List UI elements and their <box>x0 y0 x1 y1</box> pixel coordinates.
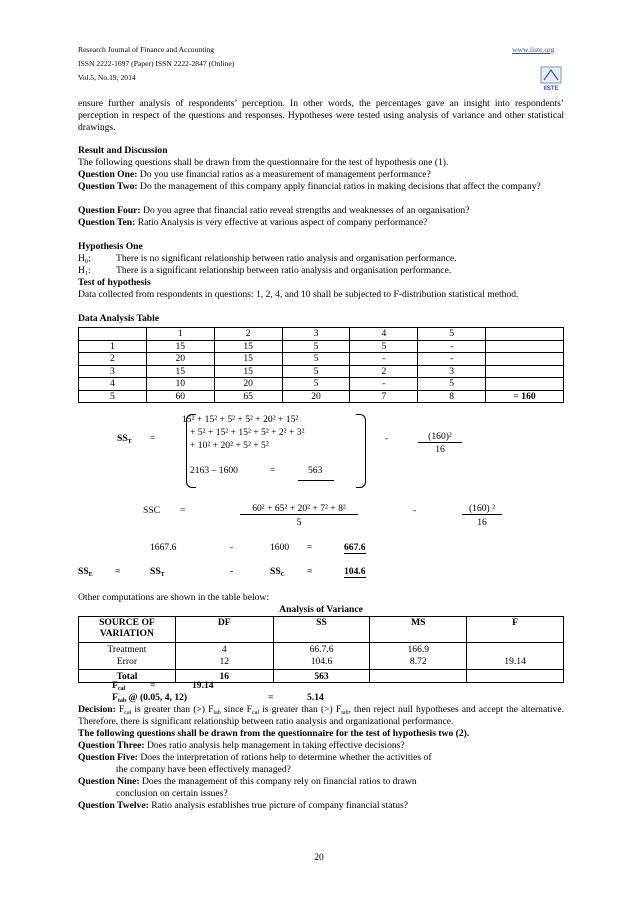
ssc-result-minus: - <box>230 542 234 553</box>
sst-left-brace <box>186 414 196 488</box>
anova-cell: 19.14 <box>504 656 526 667</box>
data-table-cell <box>486 328 564 341</box>
data-table-cell: 3 <box>79 365 147 378</box>
data-table-cell: - <box>350 353 418 366</box>
data-table-cell: 2 <box>79 353 147 366</box>
ssc-equals: = <box>180 505 186 516</box>
ssc-minus: - <box>413 505 417 516</box>
test-text: Data collected from respondents in questions: 1, 2, 4, and 10 shall be subjected to F-distribution statistical method. <box>78 289 519 300</box>
ssc-result-eq: = <box>307 542 313 553</box>
h0-line: $H_0$: There is no significant relationship between ratio analysis and organisation performance. <box>78 253 457 265</box>
data-table-cell: 1 <box>146 328 214 341</box>
question-three: Question Three: Does ratio analysis help management in taking effective decisions? <box>78 740 405 751</box>
data-table-cell: 5 <box>418 378 486 391</box>
question-nine-cont: conclusion on certain issues? <box>116 788 228 799</box>
question-two: Question Two: Do the management of this company apply financial ratios in making decisions that affect the company? <box>78 181 541 192</box>
anova-column-cell <box>273 643 370 670</box>
issn-line: ISSN 2222-1697 (Paper) ISSN 2222-2847 (Online) <box>78 59 235 68</box>
sst-denominator: 16 <box>435 444 445 455</box>
ftab-label: $F_{tab}$ @ (0.05, 4, 12) <box>112 692 188 704</box>
anova-cell: Treatment <box>107 644 147 655</box>
data-table-cell: 15 <box>214 340 282 353</box>
anova-cell: 12 <box>219 656 230 667</box>
data-table-cell: 15 <box>214 365 282 378</box>
section2-intro: The following questions shall be drawn from the questionnaire for the test of hypothesis two (2). <box>78 728 470 739</box>
anova-cell: 66.7.6 <box>309 644 334 655</box>
data-table-cell: 4 <box>350 328 418 341</box>
other-computations: Other computations are shown in the table below: <box>78 592 270 603</box>
section-intro: The following questions shall be drawn from the questionnaire for the test of hypothesis one (1). <box>78 157 449 168</box>
anova-header-cell: F <box>467 617 564 643</box>
anova-cell: 8.72 <box>409 656 427 667</box>
data-table-cell: 8 <box>418 390 486 403</box>
data-table-cell: 3 <box>418 365 486 378</box>
sse-eq1: = <box>115 566 121 577</box>
data-table-cell: 3 <box>282 328 350 341</box>
data-table-cell: - <box>350 378 418 391</box>
question-nine: Question Nine: Does the management of this company rely on financial ratios to drawn <box>78 776 417 787</box>
sse-value: 104.6 <box>344 566 366 577</box>
data-table-row <box>79 353 564 366</box>
data-table-cell: 15 <box>214 353 282 366</box>
data-table-cell <box>486 365 564 378</box>
anova-column-cell <box>175 643 273 670</box>
anova-header-cell: SS <box>273 617 370 643</box>
data-table-cell: 2 <box>350 365 418 378</box>
ssc-result-a: 1667.6 <box>150 542 177 553</box>
question-four: Question Four: Do you agree that financial ratio reveal strengths and weaknesses of an organisation? <box>78 205 470 216</box>
ssc-label: SSC <box>143 505 161 516</box>
sst-line2: + 5² + 15² + 15² + 5² + 2² + 3² <box>190 427 305 438</box>
anova-total-cell <box>370 670 467 683</box>
h1-line: $H_1$: There is a significant relationship between ratio analysis and organisation performance. <box>78 265 452 277</box>
ssc-result-value: 667.6 <box>344 542 366 553</box>
iiste-logo <box>540 66 562 92</box>
decision-paragraph: Decision: $F_{cal}$ is greater than (>) $F_{tab}$ since $F_{cal}$ is greater than (>) $F_{tab}$, then reject null hypotheses and accept the alternative. Therefore, there is significant relationship between ratio analysis and organizational performance. <box>78 704 565 727</box>
journal-title: Research Journal of Finance and Accounting <box>78 45 215 54</box>
anova-total-cell <box>467 670 564 683</box>
anova-cell: Error <box>116 656 138 667</box>
sse-minus: - <box>230 566 234 577</box>
data-table-cell: 5 <box>282 365 350 378</box>
page-number: 20 <box>314 852 324 863</box>
data-table-cell: - <box>418 353 486 366</box>
ssc-denominator: 5 <box>296 517 302 528</box>
anova-body-row <box>79 643 564 670</box>
data-table-cell: 7 <box>350 390 418 403</box>
data-table-cell: 20 <box>146 353 214 366</box>
question-one: Question One: Do you use financial ratios as a measurement of management performance? <box>78 169 431 180</box>
question-five-cont: the company have been effectively managed? <box>116 764 291 775</box>
section-title: Result and Discussion <box>78 145 168 156</box>
data-table-title: Data Analysis Table <box>78 313 160 324</box>
anova-header-row <box>79 617 564 643</box>
sst-line4a: 2163 – 1600 <box>190 465 238 476</box>
svg-text:IISTE: IISTE <box>543 86 559 92</box>
anova-header-cell: MS <box>370 617 467 643</box>
sst-equals: = <box>150 433 156 444</box>
test-title: Test of hypothesis <box>78 277 151 288</box>
anova-cell <box>467 644 563 656</box>
sse-sst: $SS_T$ <box>150 566 165 578</box>
data-table-cell: = 160 <box>486 390 564 403</box>
anova-table <box>78 616 564 683</box>
data-table-cell <box>79 328 147 341</box>
anova-total-cell: 563 <box>273 670 370 683</box>
data-table-cell: 4 <box>79 378 147 391</box>
ssc-result-b: 1600 <box>270 542 290 553</box>
sst-result-underline <box>298 480 334 481</box>
sse-ssc: $SS_C$ <box>270 566 286 578</box>
anova-column-cell <box>370 643 467 670</box>
ftab-eq: = <box>268 692 274 703</box>
sst-line1: 15² + 15² + 5² + 5² + 20² + 15² <box>182 414 299 425</box>
data-table-cell: 5 <box>418 328 486 341</box>
fcal-eq: = <box>150 680 156 691</box>
anova-total-cell: 16 <box>175 670 273 683</box>
data-table-cell: 5 <box>350 340 418 353</box>
ssc-numerator: 60² + 65² + 20² + 7² + 8² <box>240 503 358 515</box>
question-twelve: Question Twelve: Ratio analysis establishes true picture of company financial status? <box>78 800 409 811</box>
ssc-denominator2: 16 <box>477 517 487 528</box>
anova-column-cell <box>79 643 176 670</box>
data-table-cell: - <box>418 340 486 353</box>
sst-line4b: = <box>270 465 276 476</box>
data-table-cell: 5 <box>282 378 350 391</box>
volume-line: Vol.5, No.19, 2014 <box>78 73 136 82</box>
sst-numerator: (160)² <box>418 431 462 443</box>
data-table-row <box>79 365 564 378</box>
sst-right-brace <box>356 414 366 488</box>
anova-cell: 104.6 <box>310 656 333 667</box>
sst-label: $SS_T$ <box>117 433 132 445</box>
data-table-cell: 15 <box>146 340 214 353</box>
data-table-cell <box>486 378 564 391</box>
data-table-cell: 5 <box>282 340 350 353</box>
anova-cell: 166.9 <box>407 644 430 655</box>
fcal-label: $F_{cal}$ <box>112 680 126 692</box>
data-table-cell: 2 <box>214 328 282 341</box>
data-table-cell <box>486 353 564 366</box>
data-table-cell <box>486 340 564 353</box>
data-table-row <box>79 378 564 391</box>
anova-total-cell: Total <box>79 670 176 683</box>
sst-line3: + 10² + 20² + 5² + 5² <box>190 440 269 451</box>
data-table-row <box>79 340 564 353</box>
anova-header-cell: DF <box>175 617 273 643</box>
anova-column-cell <box>467 643 564 670</box>
anova-cell: 4 <box>221 644 227 655</box>
sse-label: $SS_E$ <box>78 566 93 578</box>
data-table-cell: 65 <box>214 390 282 403</box>
data-table-cell: 15 <box>146 365 214 378</box>
ftab-value: 5.14 <box>307 692 324 703</box>
anova-header-cell: SOURCE OF VARIATION <box>79 617 176 643</box>
data-table-cell: 5 <box>79 390 147 403</box>
anova-title: Analysis of Variance <box>279 604 363 615</box>
question-five: Question Five: Does the interpretation of rations help to determine whether the activities of <box>78 752 432 763</box>
data-table-cell: 10 <box>146 378 214 391</box>
ssc-numerator2: (160) ² <box>462 503 502 515</box>
data-table-header-row <box>79 328 564 341</box>
data-analysis-table <box>78 327 564 403</box>
data-table-cell: 20 <box>214 378 282 391</box>
sst-line4c: 563 <box>308 465 323 476</box>
data-table-cell: 5 <box>282 353 350 366</box>
intro-paragraph: ensure further analysis of respondents’ perception. In other words, the percentages gave an insight into respondents’ perception in respect of the questions and responses. Hypotheses were tested using analysis of variance and other statistical drawings. <box>78 98 564 133</box>
data-table-cell: 1 <box>79 340 147 353</box>
journal-url-link[interactable]: www.iiste.org <box>512 45 555 54</box>
sst-minus: - <box>385 433 389 444</box>
data-table-cell: 20 <box>282 390 350 403</box>
hypothesis-title: Hypothesis One <box>78 241 143 252</box>
sse-eq2: = <box>307 566 313 577</box>
fcal-value: 19.14 <box>192 680 214 691</box>
data-table-row <box>79 390 564 403</box>
question-ten: Question Ten: Ratio Analysis is very effective at various aspect of company performance? <box>78 217 428 228</box>
data-table-cell: 60 <box>146 390 214 403</box>
